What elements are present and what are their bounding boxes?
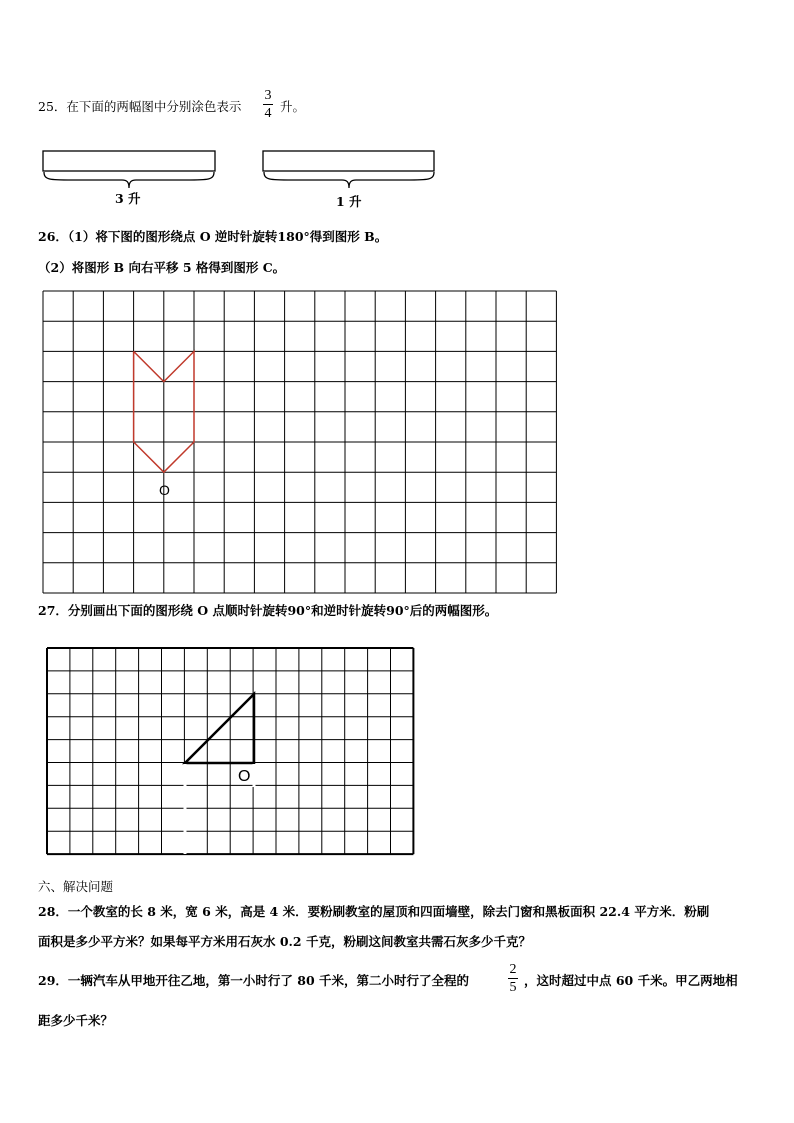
q25-text-after: 升。 <box>280 99 306 114</box>
q25-left-bar <box>42 150 217 195</box>
q27-text: 27．分别画出下面的图形绕 O 点顺时针旋转90°和逆时针旋转90°后的两幅图形。 <box>38 603 498 618</box>
q29-text-after: ，这时超过中点 60 千米。甲乙两地相 <box>524 973 738 988</box>
q25-frac-den: 4 <box>264 106 272 121</box>
q25-fraction <box>263 88 273 121</box>
q27-point-o: O <box>238 768 251 785</box>
q26-point-o: O <box>159 482 170 498</box>
q25-right-label: 1 升 <box>336 194 362 209</box>
q27-grid <box>46 647 416 857</box>
q25-frac-num: 3 <box>264 88 272 103</box>
q29-frac-num: 2 <box>509 962 517 977</box>
q27-triangle <box>185 694 254 763</box>
q25-left-label: 3 升 <box>115 191 141 206</box>
section6-heading: 六、解决问题 <box>38 879 114 894</box>
q26-grid <box>42 290 562 595</box>
q28-line1: 28．一个教室的长 8 米，宽 6 米，高是 4 米．要粉刷教室的屋顶和四面墙壁，除去门窗和黑板面积 22.4 平方米．粉刷 <box>38 904 710 919</box>
q25-text-before: 25．在下面的两幅图中分别涂色表示 <box>38 99 242 114</box>
q25-right-bar <box>262 150 437 195</box>
q29-text-before: 29．一辆汽车从甲地开往乙地，第一小时行了 80 千米，第二小时行了全程的 <box>38 973 469 988</box>
q29-fraction <box>508 962 518 995</box>
q26-line2: （2）将图形 B 向右平移 5 格得到图形 C。 <box>38 260 286 275</box>
q29-frac-den: 5 <box>509 980 517 995</box>
q28-line2: 面积是多少平方米？如果每平方米用石灰水 0.2 千克，粉刷这间教室共需石灰多少千克？ <box>38 934 531 949</box>
q25-text <box>38 98 241 116</box>
q29-line2: 距多少千米？ <box>38 1013 114 1028</box>
q26-line1: 26．（1）将下图的图形绕点 O 逆时针旋转180°得到图形 B。 <box>38 229 388 244</box>
